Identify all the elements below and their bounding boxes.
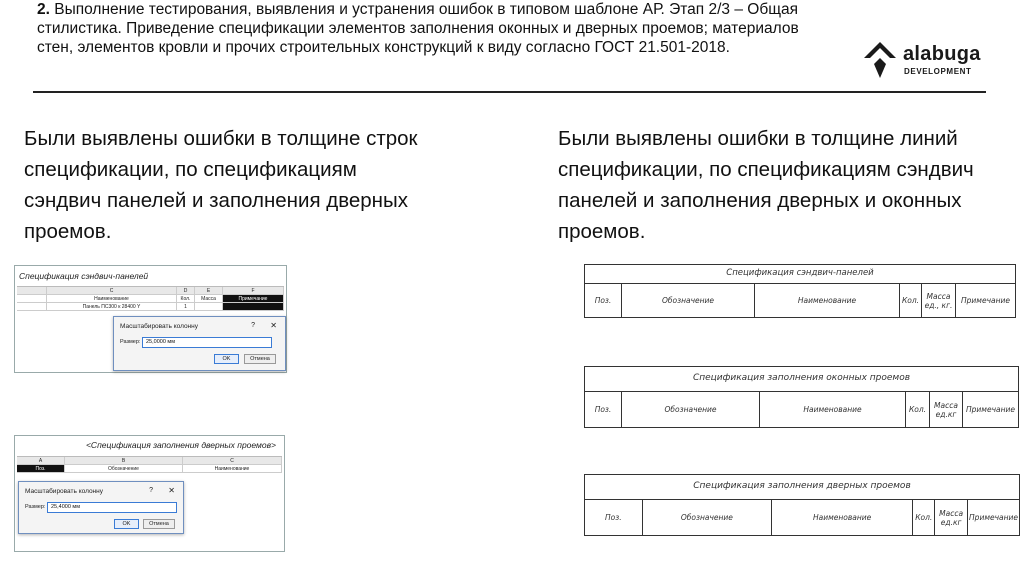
screenshot-sandwich-panels xyxy=(14,265,287,373)
spec-col-qty: Кол. xyxy=(906,392,930,427)
spec-col-designation: Обозначение xyxy=(622,392,760,427)
table-cell-selected[interactable] xyxy=(223,303,284,310)
slide-title xyxy=(37,0,837,57)
spec-col-mass: Масса ед.кг xyxy=(935,500,968,535)
col-letter[interactable] xyxy=(17,287,47,294)
col-letter[interactable]: C xyxy=(47,287,177,294)
header-row xyxy=(17,295,284,303)
size-input[interactable]: 25,4000 мм xyxy=(47,502,177,513)
spec-col-pos: Поз. xyxy=(585,392,622,427)
spec-table-window-openings xyxy=(584,366,1019,428)
col-letter[interactable]: A xyxy=(17,457,65,464)
right-description: Были выявлены ошибки в толщине линий спецификации, по спецификациям сэндвич панелей и заполнения дверных и оконных проемов. xyxy=(558,127,974,243)
table-cell[interactable]: Обозначение xyxy=(65,465,183,472)
close-icon[interactable]: ✕ xyxy=(270,321,277,330)
schedule-grid xyxy=(17,286,284,311)
logo-wordmark: alabuga xyxy=(903,43,981,65)
slide-title-text: Выполнение тестирования, выявления и устранения ошибок в типовом шаблоне АР. Этап 2/3 – Общая стилистика. Приведение спецификации элементов заполнения оконных и дверных проемов; материалов стен, элементов кровли и прочих строительных конструкций к виду согласно ГОСТ 21.501-2018. xyxy=(37,1,799,56)
spec-col-name: Наименование xyxy=(755,284,900,317)
spec-col-name: Наименование xyxy=(760,392,906,427)
spec-col-qty: Кол. xyxy=(913,500,935,535)
ok-button[interactable]: OK xyxy=(214,354,239,364)
scale-column-dialog xyxy=(18,481,184,534)
spec-col-pos: Поз. xyxy=(585,500,643,535)
spec-col-note: Примечание xyxy=(961,296,1010,305)
table-cell[interactable]: Панель ПС300 к 28400 Y xyxy=(47,303,177,310)
help-icon[interactable]: ? xyxy=(149,487,153,494)
dialog-title: Масштабировать колонну xyxy=(25,488,103,495)
scale-column-dialog xyxy=(113,316,286,371)
spec-table-sandwich-panels xyxy=(584,264,1016,318)
col-letter[interactable]: F xyxy=(223,287,284,294)
col-letter[interactable]: C xyxy=(183,457,282,464)
close-icon[interactable]: ✕ xyxy=(168,486,175,495)
alabuga-logo-icon xyxy=(862,40,898,80)
table-row xyxy=(17,303,284,311)
spec-col-name: Наименование xyxy=(772,500,913,535)
logo-subtitle: DEVELOPMENT xyxy=(904,67,972,76)
col-letter[interactable]: D xyxy=(177,287,195,294)
column-letters-row xyxy=(17,287,284,295)
schedule-title: <Спецификация заполнения дверных проемов> xyxy=(85,440,276,450)
header-row xyxy=(17,465,282,473)
col-letter[interactable]: E xyxy=(195,287,223,294)
table-cell[interactable]: Наименование xyxy=(47,295,177,302)
spec-col-designation: Обозначение xyxy=(622,284,755,317)
spec-col-note: Примечание xyxy=(966,405,1015,414)
table-cell[interactable] xyxy=(17,303,47,310)
col-letter[interactable]: B xyxy=(65,457,183,464)
spec-table-door-openings xyxy=(584,474,1020,536)
ok-button[interactable]: OK xyxy=(114,519,139,529)
spec-col-mass: Масса ед.кг xyxy=(930,392,963,427)
spec-col-qty: Кол. xyxy=(900,284,922,317)
table-cell[interactable]: Наименование xyxy=(183,465,282,472)
size-label: Размер: xyxy=(120,339,141,345)
table-cell[interactable] xyxy=(17,295,47,302)
left-description: Были выявлены ошибки в толщине строк спецификации, по спецификациям сэндвич панелей и заполнения дверных проемов. xyxy=(24,127,418,243)
size-input[interactable]: 25,0000 мм xyxy=(142,337,272,348)
spec-col-mass: Масса ед., кг. xyxy=(922,284,956,317)
spec-header-row xyxy=(585,499,1019,535)
table-cell-selected[interactable]: Примечание xyxy=(223,295,284,302)
table-cell[interactable]: Кол. xyxy=(177,295,195,302)
spec-title: Спецификация заполнения оконных проемов xyxy=(692,373,911,383)
spec-header-row xyxy=(585,283,1015,317)
cancel-button[interactable]: Отмена xyxy=(143,519,175,529)
spec-col-pos: Поз. xyxy=(585,284,622,317)
spec-header-row xyxy=(585,391,1018,427)
cancel-button[interactable]: Отмена xyxy=(244,354,276,364)
alabuga-logo xyxy=(862,40,992,80)
spec-col-note: Примечание xyxy=(969,513,1019,522)
dialog-title: Масштабировать колонну xyxy=(120,323,198,330)
table-cell-selected[interactable]: Поз. xyxy=(17,465,65,472)
schedule-title: Спецификация сэндвич-панелей xyxy=(19,271,149,281)
spec-title: Спецификация сэндвич-панелей xyxy=(726,268,874,278)
schedule-grid xyxy=(17,456,282,473)
help-icon[interactable]: ? xyxy=(251,322,255,329)
table-cell[interactable]: Масса xyxy=(195,295,223,302)
size-label: Размер: xyxy=(25,504,46,510)
spec-title: Спецификация заполнения дверных проемов xyxy=(693,481,911,491)
table-cell[interactable]: 1 xyxy=(177,303,195,310)
column-letters-row xyxy=(17,457,282,465)
header-divider xyxy=(33,91,986,93)
screenshot-door-openings xyxy=(14,435,285,552)
slide-title-number: 2. xyxy=(37,1,50,18)
table-cell[interactable] xyxy=(195,303,223,310)
spec-col-designation: Обозначение xyxy=(643,500,772,535)
